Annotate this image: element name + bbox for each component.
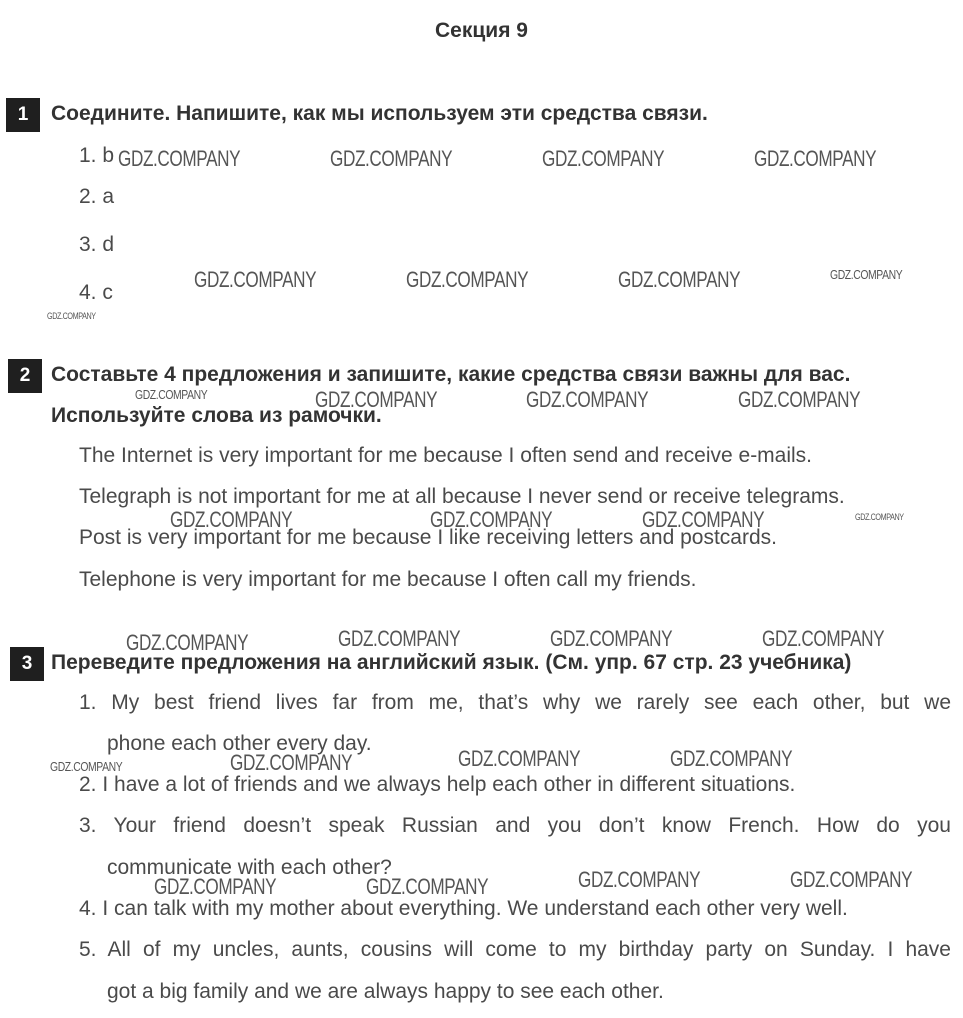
watermark: GDZ.COMPANY xyxy=(578,867,701,892)
watermark: GDZ.COMPANY xyxy=(126,630,249,655)
exercise-3-line: 4. I can talk with my mother about everything. We understand each other very well. xyxy=(79,897,848,920)
exercise-3-line: 3. Your friend doesn’t speak Russian and you don’t know French. How do you xyxy=(79,814,951,837)
exercise-2-heading-line-2: Используйте слова из рамочки. xyxy=(51,404,382,427)
watermark: GDZ.COMPANY xyxy=(855,512,904,522)
watermark: GDZ.COMPANY xyxy=(542,146,665,171)
exercise-3-line: communicate with each other? xyxy=(107,856,392,879)
watermark: GDZ.COMPANY xyxy=(338,626,461,651)
exercise-3-line: phone each other every day. xyxy=(107,732,372,755)
exercise-2-sentence: The Internet is very important for me because I often send and receive e-mails. xyxy=(79,444,813,467)
watermark: GDZ.COMPANY xyxy=(458,746,581,771)
watermark: GDZ.COMPANY xyxy=(642,507,765,532)
watermark: GDZ.COMPANY xyxy=(762,626,885,651)
watermark: GDZ.COMPANY xyxy=(50,759,123,774)
watermark: GDZ.COMPANY xyxy=(366,874,489,899)
watermark: GDZ.COMPANY xyxy=(430,507,553,532)
watermark: GDZ.COMPANY xyxy=(526,387,649,412)
exercise-2-sentence: Post is very important for me because I like receiving letters and postcards. xyxy=(79,526,777,549)
watermark: GDZ.COMPANY xyxy=(550,626,673,651)
watermark: GDZ.COMPANY xyxy=(670,746,793,771)
watermark: GDZ.COMPANY xyxy=(738,387,861,412)
exercise-3-line: 5. All of my uncles, aunts, cousins will come to my birthday party on Sunday. I have xyxy=(79,938,951,961)
watermark: GDZ.COMPANY xyxy=(135,387,208,402)
exercise-2-sentence: Telegraph is not important for me at all because I never send or receive telegrams. xyxy=(79,485,845,508)
watermark: GDZ.COMPANY xyxy=(230,750,353,775)
exercise-2-number: 2 xyxy=(8,359,42,393)
exercise-1-answer: 4. c xyxy=(79,281,113,304)
watermark: GDZ.COMPANY xyxy=(118,146,241,171)
watermark: GDZ.COMPANY xyxy=(406,267,529,292)
exercise-1-answer: 2. a xyxy=(79,185,115,208)
exercise-2-heading-line-1: Составьте 4 предложения и запишите, какие средства связи важны для вас. xyxy=(51,363,851,386)
exercise-1-number: 1 xyxy=(6,98,40,132)
exercise-3-number: 3 xyxy=(10,647,44,681)
watermark: GDZ.COMPANY xyxy=(830,267,903,282)
watermark: GDZ.COMPANY xyxy=(330,146,453,171)
page-title: Секция 9 xyxy=(435,19,528,42)
exercise-3-line: 2. I have a lot of friends and we always help each other in different situations. xyxy=(79,773,796,796)
exercise-1-answer: 1. b xyxy=(79,144,115,167)
watermark: GDZ.COMPANY xyxy=(194,267,317,292)
exercise-3-heading: Переведите предложения на английский язык. (См. упр. 67 стр. 23 учебника) xyxy=(51,651,852,674)
exercise-3-line: 1. My best friend lives far from me, that’s why we rarely see each other, but we xyxy=(79,691,951,714)
exercise-2-sentence: Telephone is very important for me because I often call my friends. xyxy=(79,568,697,591)
watermark: GDZ.COMPANY xyxy=(315,387,438,412)
exercise-1-answer: 3. d xyxy=(79,233,115,256)
exercise-3-line: got a big family and we are always happy to see each other. xyxy=(107,980,664,1003)
watermark: GDZ.COMPANY xyxy=(790,867,913,892)
watermark: GDZ.COMPANY xyxy=(154,874,277,899)
watermark: GDZ.COMPANY xyxy=(170,507,293,532)
watermark: GDZ.COMPANY xyxy=(618,267,741,292)
watermark: GDZ.COMPANY xyxy=(47,311,96,321)
exercise-1-heading: Соедините. Напишите, как мы используем эти средства связи. xyxy=(51,102,708,125)
watermark: GDZ.COMPANY xyxy=(754,146,877,171)
